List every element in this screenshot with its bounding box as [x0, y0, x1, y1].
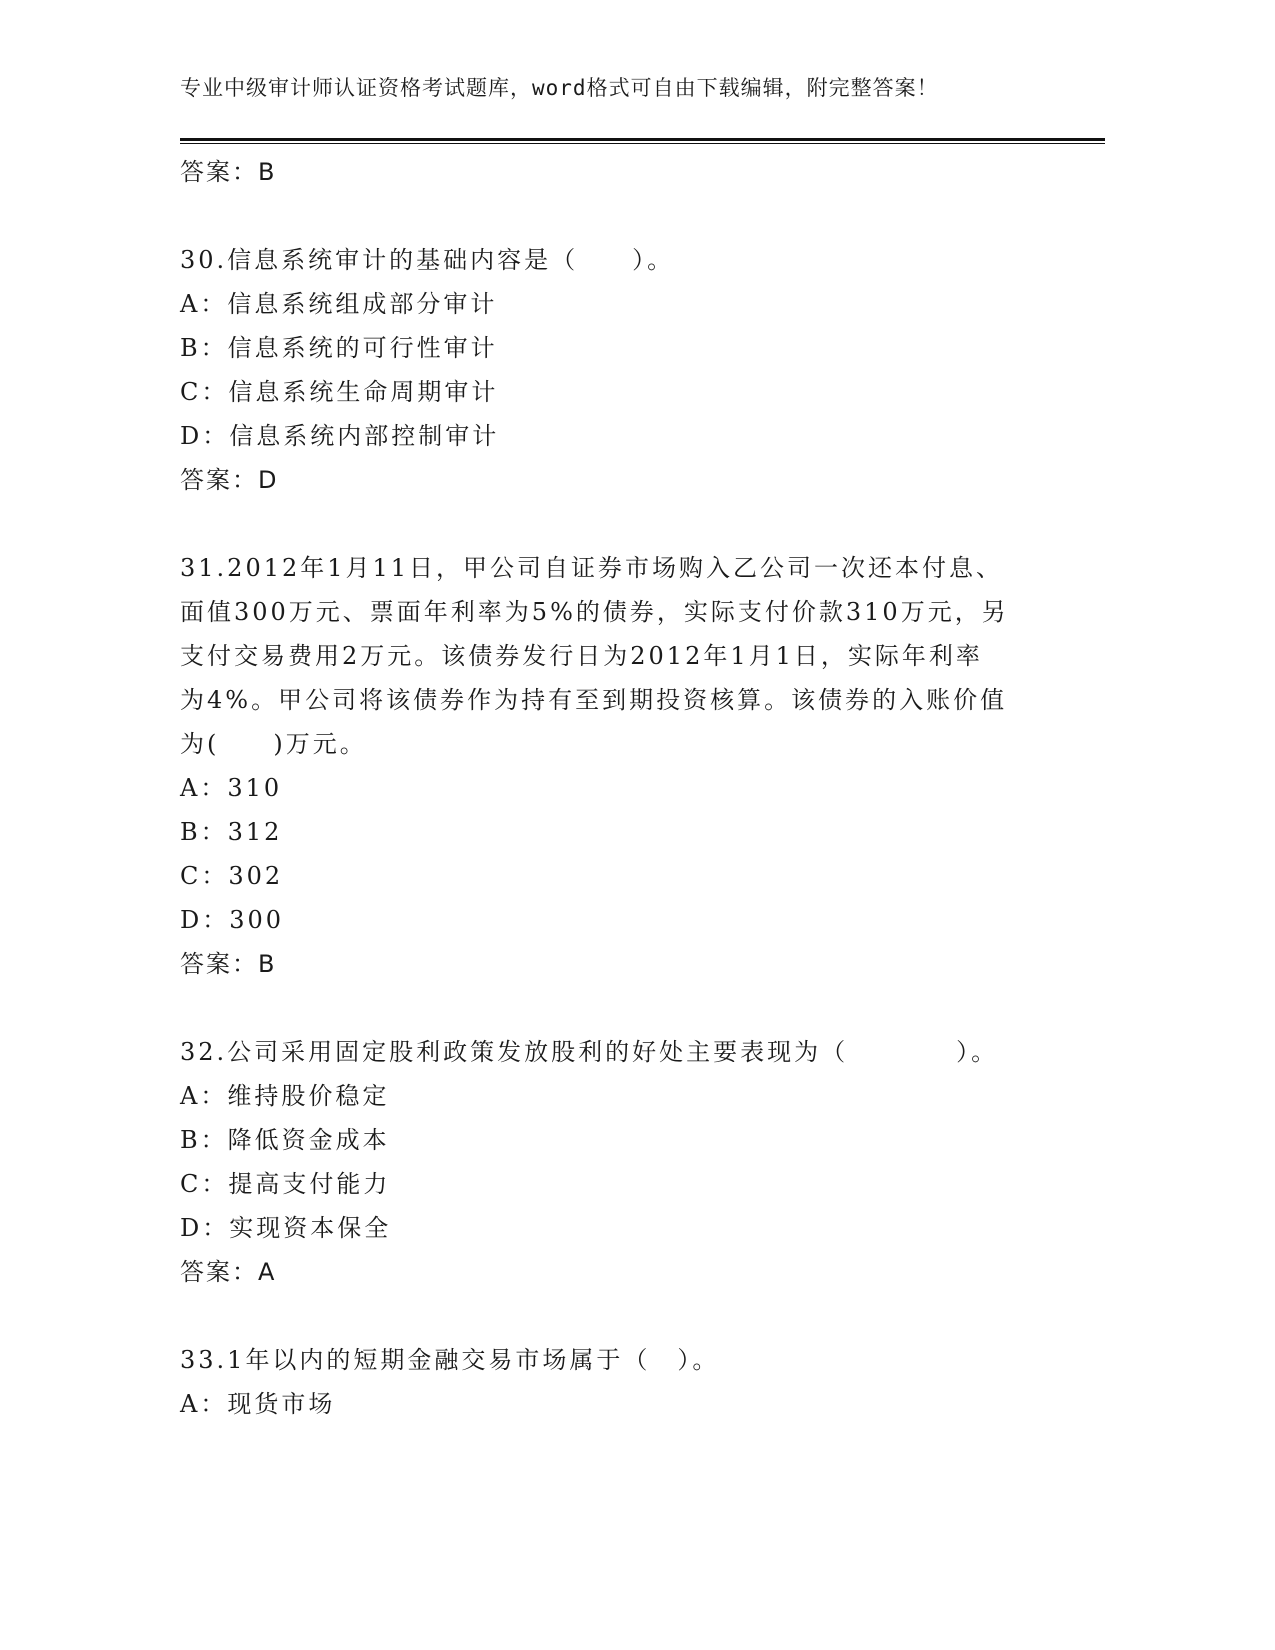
question-30 — [180, 238, 1060, 502]
spacer — [180, 1294, 1060, 1338]
question-31 — [180, 546, 1060, 986]
option-b: B：降低资金成本 — [180, 1126, 390, 1154]
question-stem-line: 31.2012年1月11日，甲公司自证券市场购入乙公司一次还本付息、 — [180, 554, 1004, 582]
question-stem-line: 面值300万元、票面年利率为5%的债券，实际支付价款310万元，另 — [180, 598, 1009, 626]
question-stem-line: 为4%。甲公司将该债券作为持有至到期投资核算。该债券的入账价值 — [180, 686, 1008, 714]
answer-29: 答案：B — [180, 158, 277, 186]
answer: 答案：A — [180, 1258, 277, 1286]
option-b: B：信息系统的可行性审计 — [180, 334, 498, 362]
question-stem: 30.信息系统审计的基础内容是（ ）。 — [180, 246, 675, 274]
spacer — [180, 194, 1060, 238]
question-33 — [180, 1338, 1060, 1426]
question-32 — [180, 1030, 1060, 1294]
option-c: C：信息系统生命周期审计 — [180, 378, 499, 406]
spacer — [180, 502, 1060, 546]
question-stem-line: 支付交易费用2万元。该债券发行日为2012年1月1日，实际年利率 — [180, 642, 983, 670]
page-header: 专业中级审计师认证资格考试题库，word格式可自由下载编辑，附完整答案！ — [180, 76, 939, 100]
option-a: A：现货市场 — [180, 1390, 336, 1418]
question-stem-line: 为( )万元。 — [180, 730, 367, 758]
option-d: D：实现资本保全 — [180, 1214, 392, 1242]
option-a: A：信息系统组成部分审计 — [180, 290, 498, 318]
option-b: B：312 — [180, 818, 283, 846]
question-list — [180, 150, 1060, 1426]
option-c: C：302 — [180, 862, 284, 890]
option-d: D：300 — [180, 906, 285, 934]
answer: 答案：D — [180, 466, 279, 494]
header-rule-thick — [180, 138, 1105, 141]
option-d: D：信息系统内部控制审计 — [180, 422, 500, 450]
answer: 答案：B — [180, 950, 277, 978]
header-rule-thin — [180, 143, 1105, 144]
option-a: A：维持股价稳定 — [180, 1082, 390, 1110]
spacer — [180, 986, 1060, 1030]
question-stem: 33.1年以内的短期金融交易市场属于（ ）。 — [180, 1346, 720, 1374]
option-c: C：提高支付能力 — [180, 1170, 391, 1198]
option-a: A：310 — [180, 774, 283, 802]
question-stem: 32.公司采用固定股利政策发放股利的好处主要表现为（ ）。 — [180, 1038, 999, 1066]
